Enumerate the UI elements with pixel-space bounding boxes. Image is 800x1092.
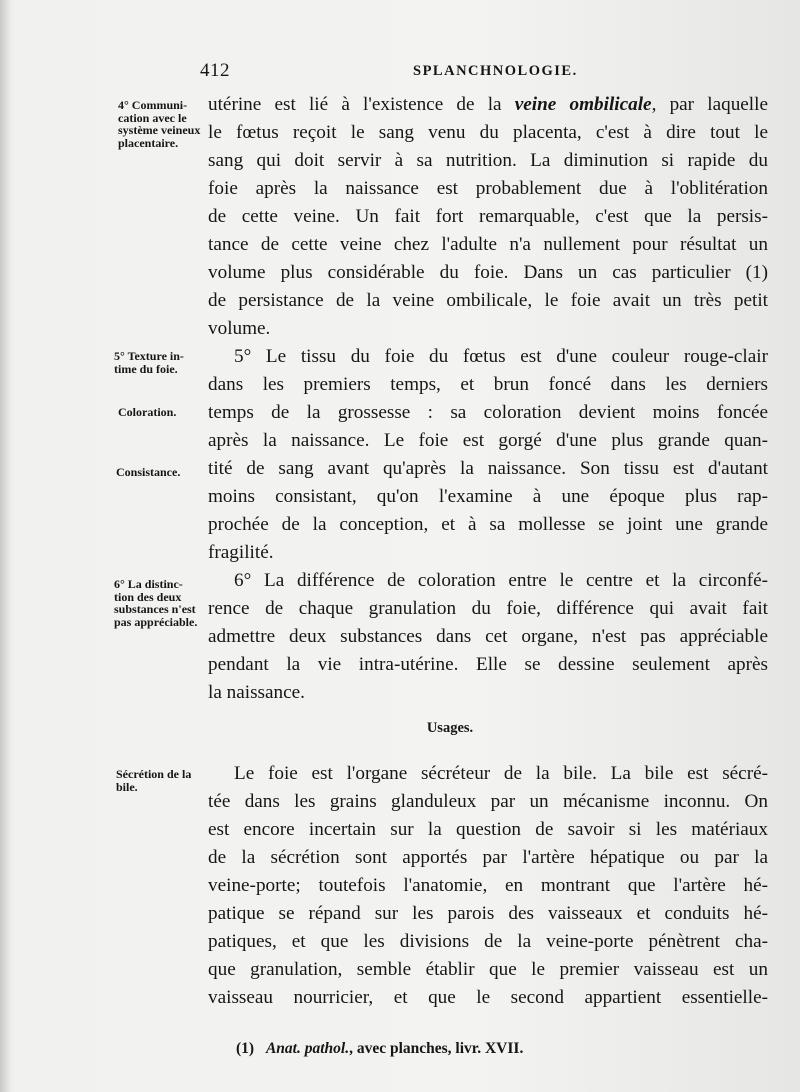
text-line: rence de chaque granulation du foie, différence qui avait fait <box>208 598 768 619</box>
text-line: la naissance. <box>208 682 305 703</box>
text-line: patiques, et que les divisions de la veine-porte pénètrent cha- <box>208 931 768 952</box>
margin-note-consistance <box>116 466 216 479</box>
text-line: 6° La différence de coloration entre le centre et la circonfé- <box>234 570 768 591</box>
text-line: prochée de la conception, et à sa mollesse se joint une grande <box>208 514 768 535</box>
text-line: utérine est lié à l'existence de la veine ombilicale, par laquelle <box>208 94 768 115</box>
running-head: SPLANCHNOLOGIE. <box>413 63 578 79</box>
margin-note-line: pas appréciable. <box>114 614 198 629</box>
text-line: pendant la vie intra-utérine. Elle se dessine seulement après <box>208 654 768 675</box>
text-line: patique se répand sur les parois des vaisseaux et conduits hé- <box>208 903 768 924</box>
text-line: veine-porte; toutefois l'anatomie, en montrant que l'artère hé- <box>208 875 768 896</box>
text-line: temps de la grossesse : sa coloration devient moins foncée <box>208 402 768 423</box>
text-line: 5° Le tissu du foie du fœtus est d'une couleur rouge-clair <box>234 346 768 367</box>
text-line: tée dans les grains glanduleux par un mécanisme inconnu. On <box>208 791 768 812</box>
margin-note-coloration <box>118 406 218 419</box>
margin-note-line: substances n'est <box>114 602 196 616</box>
footnote <box>236 1040 523 1058</box>
text-line: sang qui doit servir à sa nutrition. La diminution si rapide du <box>208 150 768 171</box>
text-line: volume plus considérable du foie. Dans un cas particulier (1) <box>208 262 768 283</box>
footnote-number: (1) <box>236 1040 255 1057</box>
emphasis: veine ombilicale <box>514 94 652 115</box>
text-line: fragilité. <box>208 542 274 563</box>
margin-note-line: cation avec le <box>118 110 187 125</box>
text-line: dans les premiers temps, et brun foncé dans les derniers <box>208 374 768 395</box>
text-line: après la naissance. Le foie est gorgé d'une plus grande quan- <box>208 430 768 451</box>
text-line: tance de cette veine chez l'adulte n'a nullement pour résultat un <box>208 234 768 255</box>
margin-note-secretion <box>116 768 216 793</box>
text-line: de cette veine. Un fait fort remarquable, c'est que la persis- <box>208 206 768 227</box>
text-line: foie après la naissance est probablement due à l'oblitération <box>208 178 768 199</box>
text-line: volume. <box>208 318 271 339</box>
text-line: vaisseau nourricier, et que le second appartient essentielle- <box>208 987 768 1008</box>
page-number: 412 <box>200 60 230 81</box>
footnote-text: , avec planches, livr. XVII. <box>349 1040 524 1057</box>
margin-note-distinction <box>114 578 214 628</box>
page-header <box>0 60 800 88</box>
margin-note-line: bile. <box>116 779 138 794</box>
text-line: est encore incertain sur la question de savoir si les matériaux <box>208 819 768 840</box>
text-line: le fœtus reçoit le sang venu du placenta, c'est à dire tout le <box>208 122 768 143</box>
margin-note-line: système veineux <box>118 123 201 137</box>
text-line: que granulation, semble établir que le premier vaisseau est un <box>208 959 768 980</box>
text-line: moins consistant, qu'on l'examine à une époque plus rap- <box>208 486 768 507</box>
margin-note-texture <box>114 350 214 375</box>
text-line: admettre deux substances dans cet organe, n'est pas appréciable <box>208 626 768 647</box>
text-line: de la sécrétion sont apportés par l'artère hépatique ou par la <box>208 847 768 868</box>
margin-note-line: time du foie. <box>114 361 178 376</box>
page-spine-shadow <box>0 0 10 1092</box>
margin-note-line: Coloration. <box>118 405 177 419</box>
margin-note-line: Consistance. <box>116 465 181 479</box>
margin-note-line: 5° Texture in- <box>114 349 184 363</box>
text-line: de persistance de la veine ombilicale, le foie avait un très petit <box>208 290 768 311</box>
text-line: Le foie est l'organe sécréteur de la bile. La bile est sécré- <box>234 763 768 784</box>
margin-note-communication <box>118 99 218 149</box>
footnote-emphasis: Anat. pathol. <box>265 1040 350 1057</box>
margin-note-line: 6° La distinc- <box>114 577 183 591</box>
margin-note-line: tion des deux <box>114 589 182 604</box>
margin-note-line: 4° Communi- <box>118 98 188 112</box>
margin-note-line: Sécrétion de la <box>116 767 192 781</box>
section-title: Usages. <box>426 720 474 736</box>
margin-note-line: placentaire. <box>118 135 179 150</box>
text-line: tité de sang avant qu'après la naissance. Son tissu est d'autant <box>208 458 768 479</box>
